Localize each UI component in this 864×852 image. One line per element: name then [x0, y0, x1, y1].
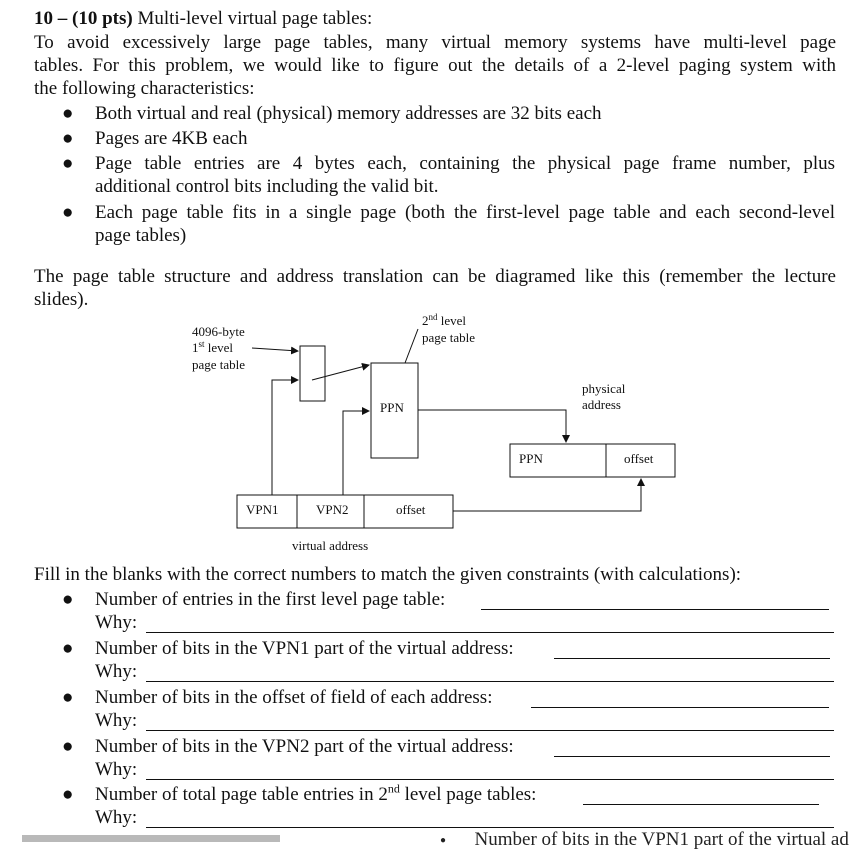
characteristic-1: Both virtual and real (physical) memory addresses are 32 bits each [95, 103, 602, 124]
characteristic-4-line-2: page tables) [95, 225, 187, 246]
physical-address-label-line-1: physical [582, 381, 626, 396]
question-1-prompt: Number of entries in the first level page table: [95, 589, 446, 610]
characteristic-3-line-2: additional control bits including the valid bit. [95, 176, 439, 197]
ppn-to-physical-arrow [418, 410, 566, 442]
first-level-label-line-3: page table [192, 357, 246, 372]
intro-line-2: tables. For this problem, we would like to figure out the details of a 2-level paging system with [34, 55, 836, 76]
question-1-answer-blank[interactable] [481, 609, 829, 610]
question-3-answer-blank[interactable] [531, 707, 829, 708]
question-4-why-blank[interactable] [146, 779, 834, 780]
virtual-address-label: virtual address [292, 538, 369, 553]
second-level-pointer [405, 329, 418, 363]
question-5-prompt: Number of total page table entries in 2nd level page tables: [95, 781, 537, 805]
question-4-prompt: Number of bits in the VPN2 part of the virtual address: [95, 736, 514, 757]
ppn-entry-label: PPN [380, 400, 404, 415]
vpn2-arrow [343, 411, 369, 495]
problem-title: Multi-level virtual page tables: [132, 8, 373, 29]
first-level-pointer [252, 348, 298, 351]
diagram-intro-line-1: The page table structure and address translation can be diagramed like this (remember the lecture [34, 266, 836, 287]
bullet-dot: ● [62, 153, 74, 174]
vpn1-field: VPN1 [246, 502, 279, 517]
first-to-second-arrow [312, 365, 369, 380]
question-3-why: Why: [95, 710, 138, 731]
cutoff-next-page-text: ● Number of bits in the VPN1 part of the virtual ad [440, 829, 849, 850]
vpn1-arrow [272, 380, 298, 495]
question-2-why-blank[interactable] [146, 681, 834, 682]
offset-arrow [453, 479, 641, 511]
bullet-dot: ● [62, 736, 74, 757]
intro-line-3: the following characteristics: [34, 78, 255, 99]
question-4-answer-blank[interactable] [554, 756, 830, 757]
question-2-prompt: Number of bits in the VPN1 part of the virtual address: [95, 638, 514, 659]
question-3-prompt: Number of bits in the offset of field of each address: [95, 687, 493, 708]
characteristic-3-line-1: Page table entries are 4 bytes each, containing the physical page frame number, plus [95, 153, 835, 174]
physical-offset-field: offset [624, 451, 654, 466]
question-2-answer-blank[interactable] [554, 658, 830, 659]
characteristic-4-line-1: Each page table fits in a single page (both the first-level page table and each second-level [95, 202, 835, 223]
virtual-offset-field: offset [396, 502, 426, 517]
vpn2-field: VPN2 [316, 502, 349, 517]
question-2-why: Why: [95, 661, 138, 682]
second-level-label-line-2: page table [422, 330, 476, 345]
bullet-dot: ● [62, 202, 74, 223]
physical-address-label-line-2: address [582, 397, 621, 412]
question-5-answer-blank[interactable] [583, 804, 819, 805]
physical-ppn-field: PPN [519, 451, 543, 466]
question-4-why: Why: [95, 759, 138, 780]
question-1-why-blank[interactable] [146, 632, 834, 633]
fill-intro: Fill in the blanks with the correct numbers to match the given constraints (with calculations): [34, 564, 742, 585]
bullet-dot: ● [62, 128, 74, 149]
scrollbar-track[interactable] [22, 835, 280, 842]
problem-number: 10 – (10 pts) [34, 8, 133, 29]
bullet-dot: ● [62, 687, 74, 708]
bullet-dot: ● [62, 103, 74, 124]
bullet-dot: ● [62, 638, 74, 659]
bullet-dot: ● [62, 589, 74, 610]
first-level-label-line-1: 4096-byte [192, 324, 245, 339]
intro-line-1: To avoid excessively large page tables, many virtual memory systems have multi-level page [34, 32, 836, 53]
characteristic-2: Pages are 4KB each [95, 128, 248, 149]
question-5-why: Why: [95, 807, 138, 828]
first-level-label-line-2: 1st level [192, 339, 234, 355]
first-level-page-table [300, 346, 325, 401]
diagram-intro-line-2: slides). [34, 289, 89, 310]
question-1-why: Why: [95, 612, 138, 633]
question-3-why-blank[interactable] [146, 730, 834, 731]
second-level-label-line-1: 2nd level [422, 312, 467, 328]
bullet-dot: ● [62, 784, 74, 805]
